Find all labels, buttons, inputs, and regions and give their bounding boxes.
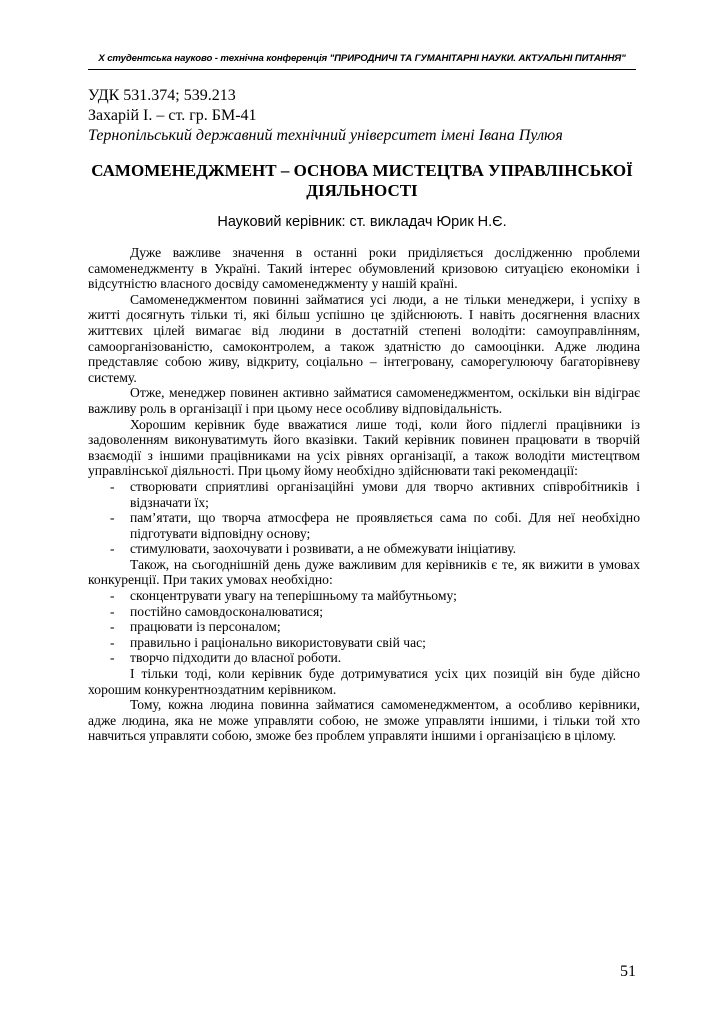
supervisor-line: Науковий керівник: ст. викладач Юрик Н.Є.	[217, 214, 507, 230]
udc-code: УДК 531.374; 539.213	[88, 87, 236, 104]
article-title: САМОМЕНЕДЖМЕНТ – ОСНОВА МИСТЕЦТВА УПРАВЛІНСЬКОЇ ДІЯЛЬНОСТІ	[91, 161, 633, 200]
list-item: - творчо підходити до власної роботи.	[110, 650, 342, 666]
list-item: - правильно і раціонально використовувати свій час;	[110, 634, 426, 650]
list-item: - працювати із персоналом;	[110, 619, 281, 635]
paragraph-5: Також, на сьогоднішній день дуже важливим для керівників є те, як вижити в умовах конкуренції. При таких умовах необхідно:	[88, 556, 640, 588]
header-rule	[88, 69, 636, 70]
list-item: - створювати сприятливі організаційні умови для творчо активних співробітників і відзначати їх;	[110, 478, 640, 510]
article-body	[88, 245, 640, 744]
list-item: - постійно самовдосконалюватися;	[110, 603, 323, 619]
recommendations-list	[88, 479, 640, 557]
author-line: Захарій І. – ст. гр. БМ-41	[88, 107, 257, 124]
paragraph-1: Дуже важливе значення в останні роки приділяється дослідженню проблеми самоменеджменту в Україні. Такий інтерес обумовлений кризовою ситуацією економіки і відсутністю власного досвіду самоменеджменту у нашій країні.	[88, 245, 640, 292]
paragraph-4: Хорошим керівник буде вважатися лише тоді, коли його підлеглі працівники із задоволенням виконуватимуть його вказівки. Такий керівник повинен працювати в творчій взаємодії з іншими працівниками на усіх рівнях організації, а також володіти мистецтвом управлінської діяльності. При цьому йому необхідно здійснювати такі рекомендації:	[88, 416, 640, 479]
article-meta	[88, 86, 648, 146]
list-item: - пам’ятати, що творча атмосфера не проявляється сама по собі. Для неї необхідно підготувати відповідну основу;	[110, 510, 640, 541]
paragraph-3: Отже, менеджер повинен активно займатися самоменеджментом, оскільки він відіграє важливу роль в організації і при цьому несе особливу відповідальність.	[88, 385, 640, 416]
conference-header: Х студентська науково - технічна конференція "ПРИРОДНИЧІ ТА ГУМАНІТАРНІ НАУКИ. АКТУАЛЬНІ ПИТАННЯ"	[98, 53, 626, 64]
list-item: - сконцентрувати увагу на теперішньому та майбутньому;	[110, 588, 457, 604]
competition-list	[88, 588, 640, 666]
paragraph-7: Тому, кожна людина повинна займатися самоменеджментом, а особливо керівники, адже людина, яка не може управляти собою, не зможе управляти іншими, і тільки той хто навчиться управляти собою, зможе без проблем управляти іншими і організацією в цілому.	[88, 697, 640, 744]
paragraph-2: Самоменеджментом повинні займатися усі люди, а не тільки менеджери, і успіху в житті досягнуть тільки ті, які більш успішно це здійснюють. І навіть досягнення власних життєвих цілей вимагає від людини в достатній степені володіти: самоуправлінням, самоорганізованістю, самоконтролем, а також здатністю до самооцінки. Адже людина представляє собою живу, відкриту, соціально – інтегровану, саморегулюючу багаторівневу систему.	[88, 291, 640, 385]
list-item: - стимулювати, заохочувати і розвивати, а не обмежувати ініціативу.	[110, 541, 517, 557]
affiliation: Тернопільський державний технічний університет імені Івана Пулюя	[88, 127, 563, 144]
paragraph-6: І тільки тоді, коли керівник буде дотримуватися усіх цих позицій він буде дійсно хорошим конкурентноздатним керівником.	[88, 666, 640, 697]
page-number: 51	[620, 963, 636, 980]
